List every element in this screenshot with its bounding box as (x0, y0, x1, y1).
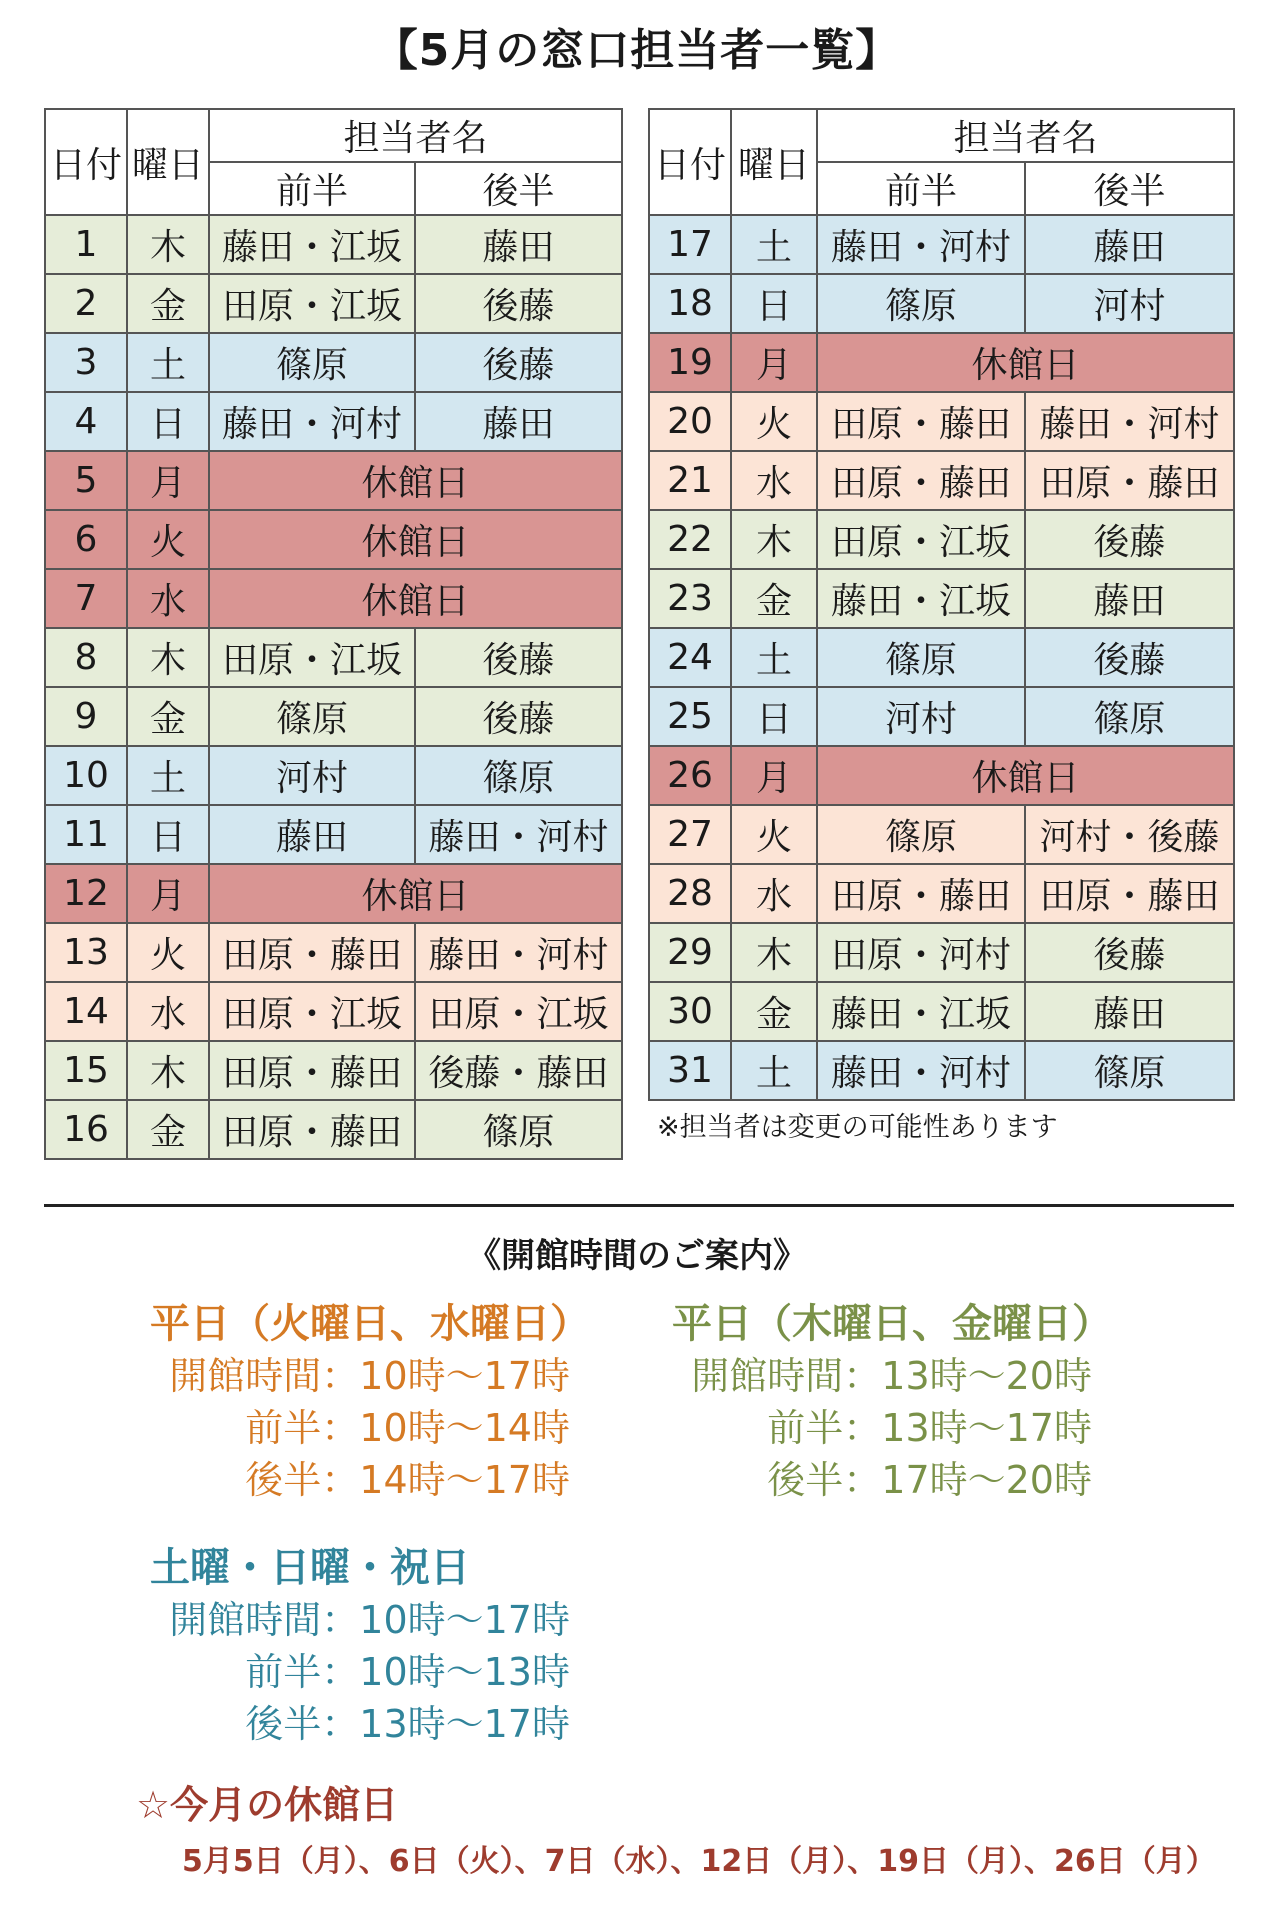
header-staff: 担当者名 (817, 109, 1234, 162)
date-cell: 3 (45, 333, 127, 392)
first-half-cell: 藤田・河村 (817, 1041, 1025, 1100)
schedule-row (45, 982, 622, 1041)
schedule-row (45, 451, 622, 510)
second-half-cell: 河村・後藤 (1025, 805, 1234, 864)
weekday-cell: 木 (127, 215, 209, 274)
weekday-cell: 金 (127, 274, 209, 333)
first-half-cell: 田原・藤田 (209, 1041, 415, 1100)
date-cell: 7 (45, 569, 127, 628)
first-half-cell: 藤田 (209, 805, 415, 864)
date-cell: 28 (649, 864, 731, 923)
second-half-cell: 田原・藤田 (1025, 451, 1234, 510)
date-cell: 13 (45, 923, 127, 982)
header-weekday: 曜日 (731, 109, 817, 215)
second-half-cell: 藤田・河村 (415, 923, 622, 982)
date-cell: 6 (45, 510, 127, 569)
change-note: ※担当者は変更の可能性あります (657, 1112, 1058, 1143)
hours-open: 開館時間：10時～17時 (169, 1598, 570, 1642)
date-cell: 23 (649, 569, 731, 628)
hours-guide-title: 《開館時間のご案内》 (467, 1236, 807, 1276)
closed-cell: 休館日 (209, 864, 622, 923)
weekday-cell: 金 (731, 569, 817, 628)
header-first-half: 前半 (209, 162, 415, 215)
first-half-cell: 河村 (209, 746, 415, 805)
first-half-cell: 藤田・江坂 (817, 982, 1025, 1041)
second-half-cell: 後藤 (415, 628, 622, 687)
date-cell: 11 (45, 805, 127, 864)
weekday-cell: 木 (127, 628, 209, 687)
first-half-cell: 田原・藤田 (817, 864, 1025, 923)
date-cell: 2 (45, 274, 127, 333)
weekday-cell: 土 (127, 746, 209, 805)
date-cell: 31 (649, 1041, 731, 1100)
closed-cell: 休館日 (209, 510, 622, 569)
date-cell: 30 (649, 982, 731, 1041)
first-half-cell: 篠原 (209, 687, 415, 746)
schedule-row (45, 805, 622, 864)
schedule-row (45, 333, 622, 392)
header-weekday: 曜日 (127, 109, 209, 215)
date-cell: 16 (45, 1100, 127, 1159)
weekday-cell: 火 (731, 805, 817, 864)
schedule-row (45, 864, 622, 923)
weekday-cell: 水 (731, 451, 817, 510)
schedule-row (649, 805, 1234, 864)
hours-open: 開館時間：10時～17時 (169, 1354, 570, 1398)
second-half-cell: 藤田 (1025, 569, 1234, 628)
section-divider (44, 1204, 1234, 1207)
first-half-cell: 田原・藤田 (209, 1100, 415, 1159)
date-cell: 29 (649, 923, 731, 982)
weekday-cell: 月 (127, 451, 209, 510)
header-first-half: 前半 (817, 162, 1025, 215)
weekday-cell: 水 (127, 569, 209, 628)
schedule-row (45, 392, 622, 451)
second-half-cell: 藤田 (415, 215, 622, 274)
weekday-cell: 月 (127, 864, 209, 923)
second-half-cell: 篠原 (415, 746, 622, 805)
date-cell: 10 (45, 746, 127, 805)
date-cell: 20 (649, 392, 731, 451)
date-cell: 27 (649, 805, 731, 864)
closed-days-heading: ☆今月の休館日 (136, 1783, 399, 1827)
schedule-row (45, 687, 622, 746)
schedule-table-left (44, 108, 623, 1160)
weekday-cell: 土 (731, 215, 817, 274)
second-half-cell: 藤田 (1025, 982, 1234, 1041)
weekday-cell: 木 (731, 923, 817, 982)
second-half-cell: 河村 (1025, 274, 1234, 333)
schedule-row (649, 982, 1234, 1041)
weekday-cell: 日 (127, 392, 209, 451)
first-half-cell: 田原・江坂 (209, 982, 415, 1041)
date-cell: 24 (649, 628, 731, 687)
second-half-cell: 藤田・河村 (1025, 392, 1234, 451)
weekday-cell: 水 (127, 982, 209, 1041)
schedule-row (45, 215, 622, 274)
first-half-cell: 藤田・江坂 (209, 215, 415, 274)
hours-thu-fri (672, 1298, 1112, 1506)
schedule-row (45, 569, 622, 628)
hours-first-half: 前半：10時～14時 (245, 1406, 570, 1450)
closed-cell: 休館日 (817, 333, 1234, 392)
closed-cell: 休館日 (209, 451, 622, 510)
schedule-row (45, 274, 622, 333)
second-half-cell: 後藤 (1025, 923, 1234, 982)
date-cell: 17 (649, 215, 731, 274)
header-staff: 担当者名 (209, 109, 622, 162)
schedule-row (649, 864, 1234, 923)
schedule-row (649, 687, 1234, 746)
schedule-row (649, 628, 1234, 687)
schedule-row (649, 215, 1234, 274)
first-half-cell: 田原・藤田 (209, 923, 415, 982)
schedule-row (649, 923, 1234, 982)
hours-second-half: 後半：13時～17時 (245, 1702, 570, 1746)
weekday-cell: 水 (731, 864, 817, 923)
header-date: 日付 (649, 109, 731, 215)
second-half-cell: 後藤 (415, 333, 622, 392)
second-half-cell: 後藤 (415, 687, 622, 746)
first-half-cell: 篠原 (817, 628, 1025, 687)
second-half-cell: 後藤 (1025, 510, 1234, 569)
hours-heading: 平日（火曜日、水曜日） (150, 1301, 590, 1347)
date-cell: 12 (45, 864, 127, 923)
date-cell: 8 (45, 628, 127, 687)
page-title: 【5月の窓口担当者一覧】 (373, 25, 901, 76)
weekday-cell: 日 (731, 274, 817, 333)
second-half-cell: 篠原 (415, 1100, 622, 1159)
second-half-cell: 篠原 (1025, 1041, 1234, 1100)
schedule-row (649, 569, 1234, 628)
first-half-cell: 藤田・河村 (209, 392, 415, 451)
schedule-row (649, 274, 1234, 333)
schedule-row (649, 451, 1234, 510)
header-second-half: 後半 (415, 162, 622, 215)
date-cell: 5 (45, 451, 127, 510)
date-cell: 26 (649, 746, 731, 805)
schedule-table-right (648, 108, 1235, 1101)
closed-cell: 休館日 (817, 746, 1234, 805)
first-half-cell: 田原・藤田 (817, 392, 1025, 451)
first-half-cell: 篠原 (209, 333, 415, 392)
date-cell: 25 (649, 687, 731, 746)
date-cell: 19 (649, 333, 731, 392)
first-half-cell: 田原・江坂 (209, 274, 415, 333)
schedule-row (45, 923, 622, 982)
first-half-cell: 篠原 (817, 274, 1025, 333)
first-half-cell: 田原・藤田 (817, 451, 1025, 510)
second-half-cell: 後藤・藤田 (415, 1041, 622, 1100)
date-cell: 22 (649, 510, 731, 569)
schedule-row (649, 746, 1234, 805)
second-half-cell: 藤田 (1025, 215, 1234, 274)
weekday-cell: 火 (127, 510, 209, 569)
date-cell: 9 (45, 687, 127, 746)
date-cell: 4 (45, 392, 127, 451)
weekday-cell: 土 (731, 1041, 817, 1100)
schedule-row (649, 333, 1234, 392)
hours-first-half: 前半：10時～13時 (245, 1650, 570, 1694)
weekday-cell: 土 (731, 628, 817, 687)
weekday-cell: 金 (127, 1100, 209, 1159)
second-half-cell: 藤田 (415, 392, 622, 451)
date-cell: 18 (649, 274, 731, 333)
schedule-row (45, 1100, 622, 1159)
schedule-row (45, 510, 622, 569)
hours-first-half: 前半：13時～17時 (767, 1406, 1092, 1450)
first-half-cell: 田原・河村 (817, 923, 1025, 982)
second-half-cell: 田原・藤田 (1025, 864, 1234, 923)
date-cell: 14 (45, 982, 127, 1041)
second-half-cell: 後藤 (1025, 628, 1234, 687)
first-half-cell: 田原・江坂 (209, 628, 415, 687)
hours-tue-wed (150, 1298, 590, 1506)
first-half-cell: 田原・江坂 (817, 510, 1025, 569)
weekday-cell: 月 (731, 333, 817, 392)
weekday-cell: 火 (127, 923, 209, 982)
weekday-cell: 金 (127, 687, 209, 746)
hours-second-half: 後半：17時～20時 (767, 1458, 1092, 1502)
schedule-row (649, 1041, 1234, 1100)
hours-heading: 土曜・日曜・祝日 (150, 1545, 470, 1591)
hours-heading: 平日（木曜日、金曜日） (672, 1301, 1112, 1347)
hours-open: 開館時間：13時～20時 (691, 1354, 1092, 1398)
second-half-cell: 藤田・河村 (415, 805, 622, 864)
weekday-cell: 木 (731, 510, 817, 569)
weekday-cell: 日 (127, 805, 209, 864)
closed-days-list: 5月5日（月）、6日（火）、7日（水）、12日（月）、19日（月）、26日（月） (182, 1844, 1216, 1879)
hours-second-half: 後半：14時～17時 (245, 1458, 570, 1502)
date-cell: 21 (649, 451, 731, 510)
weekday-cell: 土 (127, 333, 209, 392)
second-half-cell: 田原・江坂 (415, 982, 622, 1041)
date-cell: 1 (45, 215, 127, 274)
weekday-cell: 木 (127, 1041, 209, 1100)
weekday-cell: 金 (731, 982, 817, 1041)
hours-weekend (150, 1542, 570, 1750)
schedule-row (45, 746, 622, 805)
schedule-row (45, 1041, 622, 1100)
header-date: 日付 (45, 109, 127, 215)
first-half-cell: 藤田・河村 (817, 215, 1025, 274)
first-half-cell: 藤田・江坂 (817, 569, 1025, 628)
first-half-cell: 河村 (817, 687, 1025, 746)
schedule-row (45, 628, 622, 687)
schedule-row (649, 510, 1234, 569)
weekday-cell: 月 (731, 746, 817, 805)
weekday-cell: 日 (731, 687, 817, 746)
schedule-row (649, 392, 1234, 451)
weekday-cell: 火 (731, 392, 817, 451)
first-half-cell: 篠原 (817, 805, 1025, 864)
second-half-cell: 篠原 (1025, 687, 1234, 746)
second-half-cell: 後藤 (415, 274, 622, 333)
header-second-half: 後半 (1025, 162, 1234, 215)
date-cell: 15 (45, 1041, 127, 1100)
closed-cell: 休館日 (209, 569, 622, 628)
